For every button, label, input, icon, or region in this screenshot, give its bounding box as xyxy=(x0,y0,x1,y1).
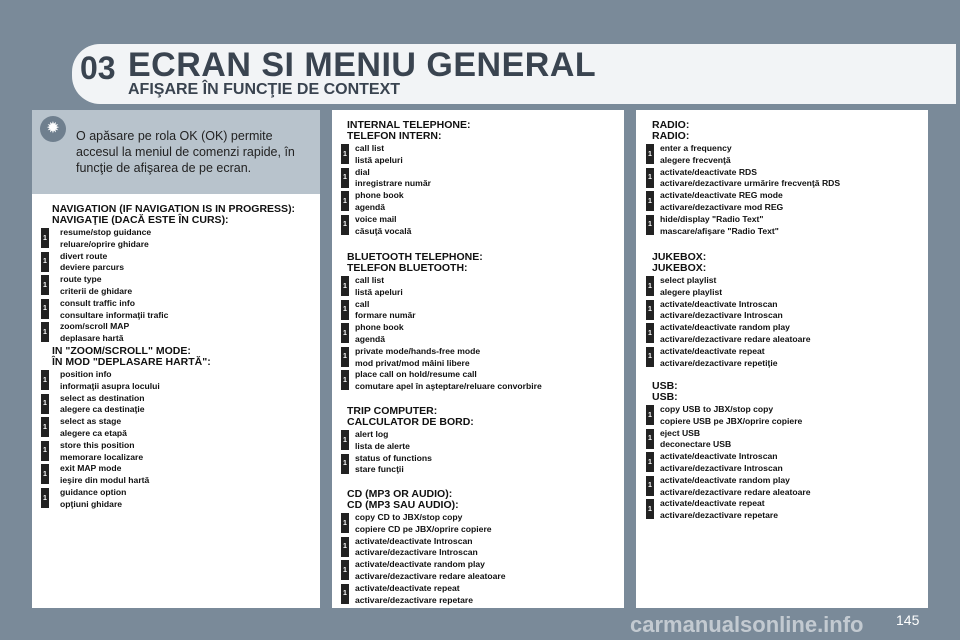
selection-badge: 1 xyxy=(646,347,654,367)
menu-item: lista de alerte xyxy=(355,440,410,451)
page-title: ECRAN SI MENIU GENERAL xyxy=(128,46,597,84)
menu-item: activate/deactivate RDS xyxy=(660,166,757,177)
section-title-internal-phone: INTERNAL TELEPHONE: xyxy=(347,119,471,131)
menu-item: activare/dezactivare urmărire frecvenţă RDS xyxy=(660,178,841,189)
menu-item: comutare apel în aşteptare/reluare convorbire xyxy=(355,381,542,392)
selection-badge: 1 xyxy=(341,300,349,320)
menu-item: deconectare USB xyxy=(660,439,732,450)
selection-badge: 1 xyxy=(341,347,349,367)
menu-item: private mode/hands-free mode xyxy=(355,345,481,356)
menu-item: alegere playlist xyxy=(660,286,723,297)
menu-item: activate/deactivate Introscan xyxy=(660,298,778,309)
sun-icon: ✹ xyxy=(40,116,66,142)
section-title-trip: CALCULATOR DE BORD: xyxy=(347,416,474,428)
menu-item: copiere USB pe JBX/oprire copiere xyxy=(660,415,803,426)
selection-badge: 1 xyxy=(341,430,349,450)
selection-badge: 1 xyxy=(41,441,49,461)
selection-badge: 1 xyxy=(646,452,654,472)
section-title-jukebox: JUKEBOX: xyxy=(652,262,707,274)
menu-item: activate/deactivate Introscan xyxy=(355,535,473,546)
selection-badge: 1 xyxy=(341,370,349,390)
menu-item: voice mail xyxy=(355,213,397,224)
selection-badge: 1 xyxy=(341,537,349,557)
menu-item: activare/dezactivare repetare xyxy=(355,594,474,605)
section-title-trip: TRIP COMPUTER: xyxy=(347,405,438,417)
selection-badge: 1 xyxy=(41,417,49,437)
info-text: O apăsare pe rola OK (OK) permite accesul la meniul de comenzi rapide, în funcţie de afişarea de pe ecran. xyxy=(76,129,295,175)
menu-item: copy CD to JBX/stop copy xyxy=(355,512,463,522)
menu-item: select playlist xyxy=(660,275,717,285)
menu-item: criterii de ghidare xyxy=(60,286,133,296)
selection-badge: 1 xyxy=(646,405,654,425)
menu-item: activate/deactivate repeat xyxy=(355,582,460,593)
menu-item: activare/dezactivare Introscan xyxy=(660,463,783,473)
selection-badge: 1 xyxy=(341,560,349,580)
menu-item: alert log xyxy=(355,429,389,439)
menu-item: copy USB to JBX/stop copy xyxy=(660,404,774,414)
selection-badge: 1 xyxy=(646,476,654,496)
selection-badge: 1 xyxy=(646,429,654,449)
menu-item: activare/dezactivare redare aleatoare xyxy=(660,334,811,344)
menu-item: activare/dezactivare redare aleatoare xyxy=(355,571,506,581)
menu-item: consult traffic info xyxy=(60,297,135,308)
selection-badge: 1 xyxy=(341,168,349,188)
page-subtitle: AFIŞARE ÎN FUNCŢIE DE CONTEXT xyxy=(128,81,401,98)
menu-item: activate/deactivate REG mode xyxy=(660,190,783,201)
selection-badge: 1 xyxy=(41,252,49,272)
menu-item: copiere CD pe JBX/oprire copiere xyxy=(355,523,492,534)
page-number: 145 xyxy=(896,612,920,628)
menu-item: listă apeluri xyxy=(355,154,403,165)
selection-badge: 1 xyxy=(41,488,49,508)
menu-item: mod privat/mod mâini libere xyxy=(355,357,470,368)
selection-badge: 1 xyxy=(341,584,349,604)
menu-item: activare/dezactivare Introscan xyxy=(355,547,478,558)
menu-item: căsuţă vocală xyxy=(355,225,412,236)
selection-badge: 1 xyxy=(646,144,654,164)
menu-item: agendă xyxy=(355,334,386,344)
menu-item: dial xyxy=(355,166,370,177)
selection-badge: 1 xyxy=(41,322,49,342)
menu-item: alegere ca etapă xyxy=(60,428,127,438)
menu-item: alegere frecvenţă xyxy=(660,154,731,165)
section-title-bluetooth: BLUETOOTH TELEPHONE: xyxy=(347,251,483,263)
selection-badge: 1 xyxy=(341,513,349,533)
menu-item: activate/deactivate random play xyxy=(355,559,485,570)
selection-badge: 1 xyxy=(341,191,349,211)
menu-item: select as stage xyxy=(60,416,122,427)
menu-item: mascare/afişare "Radio Text" xyxy=(660,225,779,236)
menu-item: enter a frequency xyxy=(660,143,732,153)
menu-item: store this position xyxy=(60,439,135,450)
selection-badge: 1 xyxy=(646,276,654,296)
menu-item: select as destination xyxy=(60,392,145,403)
menu-item: activare/dezactivare Introscan xyxy=(660,310,783,321)
menu-item: resume/stop guidance xyxy=(60,227,152,237)
menu-item: activate/deactivate random play xyxy=(660,322,790,333)
section-title-usb: USB: xyxy=(652,391,678,403)
menu-item: phone book xyxy=(355,322,404,333)
section-title-internal-phone: TELEFON INTERN: xyxy=(347,130,442,142)
menu-item: activare/dezactivare repetiţie xyxy=(660,357,778,368)
menu-item: activate/deactivate repeat xyxy=(660,498,765,509)
section-title-radio: RADIO: xyxy=(652,119,690,131)
section-title-cd: CD (MP3 SAU AUDIO): xyxy=(347,499,459,511)
selection-badge: 1 xyxy=(341,454,349,474)
menu-item: call list xyxy=(355,143,385,153)
menu-item: formare număr xyxy=(355,310,416,321)
menu-item: deplasare hartă xyxy=(60,333,124,344)
selection-badge: 1 xyxy=(646,300,654,320)
menu-item: phone book xyxy=(355,190,404,201)
menu-item: activate/deactivate repeat xyxy=(660,345,765,356)
menu-item: consultare informaţii trafic xyxy=(60,309,169,320)
menu-item: eject USB xyxy=(660,427,701,438)
menu-item: activare/dezactivare repetare xyxy=(660,510,779,521)
menu-item: memorare localizare xyxy=(60,451,144,462)
selection-badge: 1 xyxy=(41,464,49,484)
menu-item: informaţii asupra locului xyxy=(60,380,160,391)
menu-item: hide/display "Radio Text" xyxy=(660,213,764,224)
selection-badge: 1 xyxy=(646,191,654,211)
selection-badge: 1 xyxy=(41,228,49,248)
menu-item: call xyxy=(355,298,370,309)
section-title-zoom: IN "ZOOM/SCROLL" MODE: xyxy=(52,345,191,357)
menu-item: opţiuni ghidare xyxy=(60,498,123,509)
selection-badge: 1 xyxy=(41,299,49,319)
selection-badge: 1 xyxy=(41,394,49,414)
watermark: carmanualsonline.info xyxy=(630,612,864,637)
menu-item: activate/deactivate random play xyxy=(660,474,790,485)
section-title-zoom: ÎN MOD "DEPLASARE HARTĂ": xyxy=(52,356,211,368)
menu-item: inregistrare număr xyxy=(355,178,431,189)
menu-item: exit MAP mode xyxy=(60,463,122,474)
selection-badge: 1 xyxy=(646,168,654,188)
menu-item: alegere ca destinaţie xyxy=(60,404,145,415)
section-title-radio: RADIO: xyxy=(652,130,690,142)
selection-badge: 1 xyxy=(646,323,654,343)
menu-item: position info xyxy=(60,369,112,379)
menu-item: call list xyxy=(355,275,385,285)
menu-item: activate/deactivate Introscan xyxy=(660,451,778,462)
menu-item: reluare/oprire ghidare xyxy=(60,238,149,249)
section-title-navigation: NAVIGAŢIE (DACĂ ESTE ÎN CURS): xyxy=(52,214,229,226)
section-title-navigation: NAVIGATION (IF NAVIGATION IS IN PROGRESS): xyxy=(52,203,296,215)
selection-badge: 1 xyxy=(41,370,49,390)
section-title-cd: CD (MP3 OR AUDIO): xyxy=(347,488,453,500)
selection-badge: 1 xyxy=(646,215,654,235)
menu-item: guidance option xyxy=(60,487,127,497)
selection-badge: 1 xyxy=(341,215,349,235)
menu-item: status of functions xyxy=(355,452,432,463)
menu-item: stare funcţii xyxy=(355,464,404,475)
chapter-number: 03 xyxy=(80,50,116,86)
menu-item: activare/dezactivare redare aleatoare xyxy=(660,486,811,497)
menu-item: zoom/scroll MAP xyxy=(60,321,130,332)
menu-item: agendă xyxy=(355,202,386,212)
menu-item: listă apeluri xyxy=(355,286,403,297)
menu-item: divert route xyxy=(60,250,108,261)
menu-item: deviere parcurs xyxy=(60,262,125,273)
selection-badge: 1 xyxy=(341,276,349,296)
selection-badge: 1 xyxy=(41,275,49,295)
menu-item: place call on hold/resume call xyxy=(355,369,477,380)
menu-item: route type xyxy=(60,274,102,285)
selection-badge: 1 xyxy=(341,144,349,164)
menu-item: activare/dezactivare mod REG xyxy=(660,202,784,212)
section-title-usb: USB: xyxy=(652,380,678,392)
section-title-jukebox: JUKEBOX: xyxy=(652,251,707,263)
selection-badge: 1 xyxy=(646,499,654,519)
section-title-bluetooth: TELEFON BLUETOOTH: xyxy=(347,262,468,274)
menu-item: ieşire din modul hartă xyxy=(60,475,150,486)
selection-badge: 1 xyxy=(341,323,349,343)
